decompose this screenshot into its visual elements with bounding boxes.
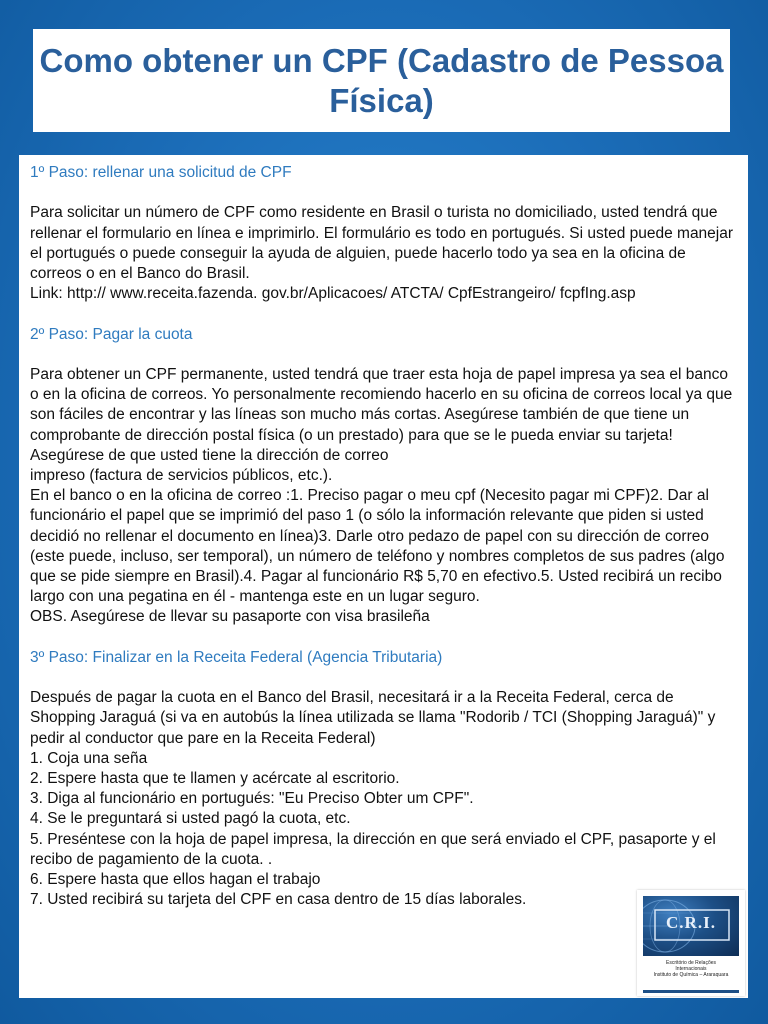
step2-heading: 2º Paso: Pagar la cuota <box>30 325 193 343</box>
cri-logo-bar <box>643 990 739 993</box>
step3-body: Después de pagar la cuota en el Banco del Brasil, necesitará ir a la Receita Federal, cerca de Shopping Jaraguá (si va en autobús la línea utilizada se llama "Rodorib / TCI (Shopping Jaraguá)" y pedir al conductor que pare en la Receita Federal) <box>30 689 716 747</box>
spacer <box>30 345 738 365</box>
cri-caption-line: Escritório de Relações <box>665 960 717 966</box>
cri-logo-caption <box>641 960 741 978</box>
step1-body: Para solicitar un número de CPF como residente en Brasil o turista no domiciliado, usted tendrá que rellenar el formulario en línea e imprimirlo. El formulário es todo en portugués. Si usted puede manejar el portugués o puede conseguir la ayuda de alguien, puede hacerlo todo ya sea en la oficina de correos o en el Banco do Brasil. <box>30 204 734 282</box>
cri-logo <box>637 890 745 996</box>
step2-body-a: Para obtener un CPF permanente, usted tendrá que traer esta hoja de papel impresa ya sea el banco o en la oficina de correos. Yo personalmente recomiendo hacerlo en su oficina de correos local ya que son fáciles de encontrar y las líneas son mucho más cortas. Asegúrese también de que tiene un comprobante de dirección postal física (o un prestado) para que se le pueda enviar su tarjeta! Asegúrese de que usted tiene la dirección de correo <box>30 365 733 464</box>
content-box <box>19 155 748 998</box>
list-item: 7. Usted recibirá su tarjeta del CPF en casa dentro de 15 días laborales. <box>30 891 527 909</box>
list-item: 2. Espere hasta que te llamen y acércate al escritorio. <box>30 770 400 788</box>
cri-caption-line: Internacionais <box>675 966 707 972</box>
step2-body-b: impreso (factura de servicios públicos, etc.). <box>30 467 333 484</box>
spacer <box>30 628 738 648</box>
step1-link: Link: http:// www.receita.fazenda. gov.br/Aplicacoes/ ATCTA/ CpfEstrangeiro/ fcpfIng.asp <box>30 285 636 303</box>
list-item: 6. Espere hasta que ellos hagan el trabajo <box>30 871 321 889</box>
step3-heading: 3º Paso: Finalizar en la Receita Federal (Agencia Tributaria) <box>30 648 443 666</box>
step2-body-c: En el banco o en la oficina de correo :1. Preciso pagar o meu cpf (Necesito pagar mi CPF)2. Dar al funcionário el papel que se imprimió del paso 1 (o sólo la información relevante que piden si usted decidió no rellenar el documento en línea)3. Darle otro pedazo de papel con su dirección de correo (este puede, incluso, ser temporal), un número de teléfono y nombres completos de sus padres (algo que se pide siempre en Brasil).4. Pagar al funcionário R$ 5,70 en efectivo.5. Usted recibirá un recibo largo con una pegatina en él - mantenga este en un lugar seguro. <box>30 487 725 606</box>
spacer <box>30 183 738 203</box>
list-item: 5. Preséntese con la hoja de papel impresa, la dirección en que será enviado el CPF, pasaporte y el recibo de pagamiento de la cuota. . <box>30 830 716 868</box>
spacer <box>30 304 738 324</box>
cri-logo-text: C.R.I. <box>666 913 716 932</box>
page-title: Como obtener un CPF (Cadastro de Pessoa Física) <box>39 41 724 119</box>
cri-logo-image <box>643 896 739 956</box>
spacer <box>30 668 738 688</box>
cri-caption-line: Instituto de Química – Araraquara <box>653 972 729 978</box>
step2-obs: OBS. Asegúrese de llevar su pasaporte con visa brasileña <box>30 608 430 626</box>
list-item: 1. Coja una seña <box>30 749 148 767</box>
title-box <box>33 29 730 132</box>
list-item: 4. Se le preguntará si usted pagó la cuota, etc. <box>30 810 351 828</box>
step1-heading: 1º Paso: rellenar una solicitud de CPF <box>30 164 292 181</box>
list-item: 3. Diga al funcionário en portugués: "Eu Preciso Obter um CPF". <box>30 790 474 808</box>
